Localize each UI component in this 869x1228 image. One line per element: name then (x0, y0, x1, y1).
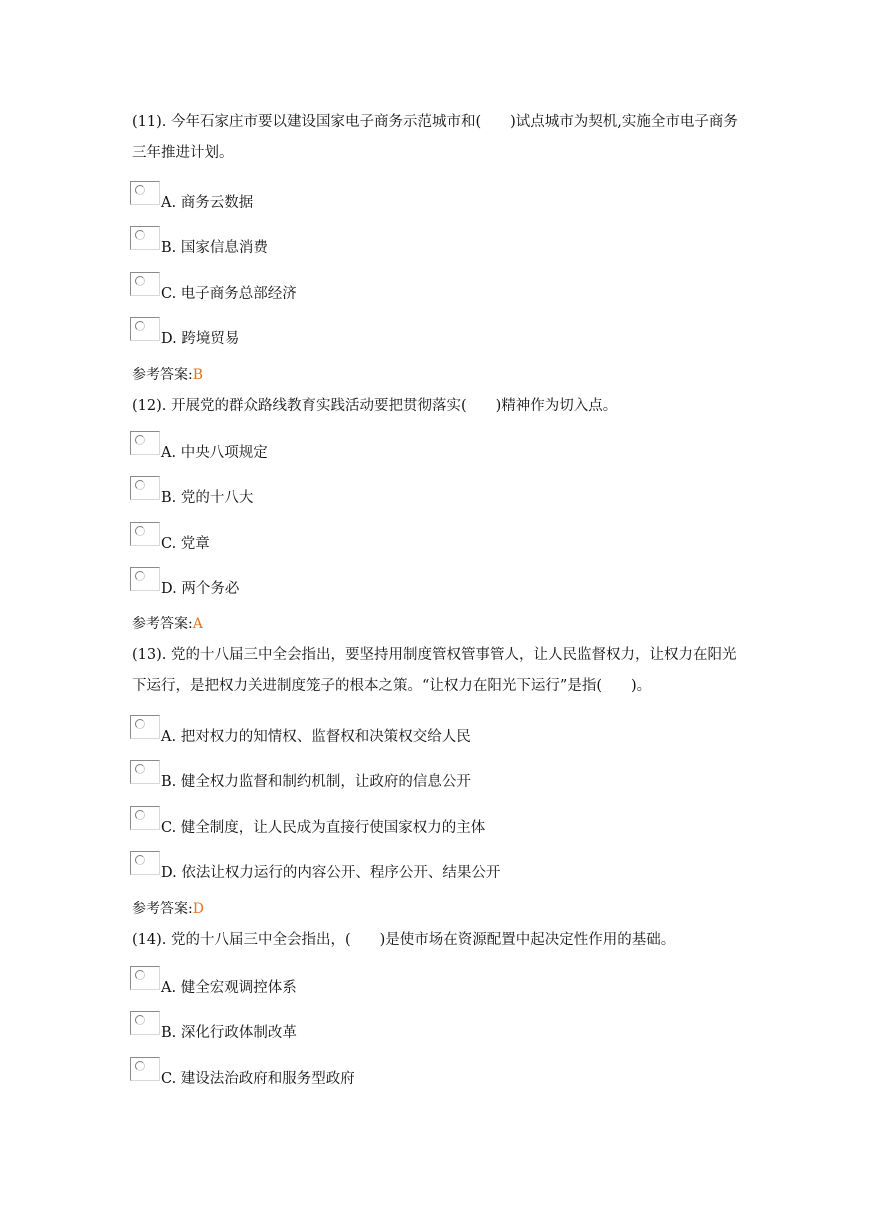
answer-label: 参考答案: (132, 616, 193, 632)
radio-checkbox-icon[interactable] (130, 1057, 160, 1081)
option-label: D. 跨境贸易 (161, 331, 240, 347)
question-11-text: (11). 今年石家庄市要以建设国家电子商务示范城市和( )试点城市为契机,实施全市电子商务三年推进计划。 (132, 114, 738, 161)
option-label: B. 深化行政体制改革 (161, 1025, 297, 1041)
answer-value: B (192, 367, 204, 383)
option-label: B. 健全权力监督和制约机制，让政府的信息公开 (161, 774, 471, 790)
radio-checkbox-icon[interactable] (130, 476, 160, 500)
radio-circle-icon (135, 276, 145, 286)
radio-circle-icon (135, 1061, 145, 1071)
radio-circle-icon (135, 230, 145, 240)
option-label: B. 党的十八大 (161, 490, 254, 506)
option-label: C. 建设法治政府和服务型政府 (161, 1071, 355, 1087)
option-label: C. 党章 (161, 536, 210, 552)
radio-circle-icon (135, 321, 145, 331)
radio-circle-icon (135, 480, 145, 490)
radio-circle-icon (135, 810, 145, 820)
question-13-text: (13). 党的十八届三中全会指出，要坚持用制度管权管事管人，让人民监督权力，让权力在阳光下运行，是把权力关进制度笼子的根本之策。“让权力在阳光下运行”是指( )。 (132, 647, 737, 694)
radio-checkbox-icon[interactable] (130, 522, 160, 546)
radio-circle-icon (135, 855, 145, 865)
radio-checkbox-icon[interactable] (130, 806, 160, 830)
answer-value: D (192, 901, 204, 917)
option-label: C. 电子商务总部经济 (161, 286, 297, 302)
radio-circle-icon (135, 970, 145, 980)
radio-checkbox-icon[interactable] (130, 317, 160, 341)
radio-checkbox-icon[interactable] (130, 715, 160, 739)
radio-checkbox-icon[interactable] (130, 181, 160, 205)
radio-checkbox-icon[interactable] (130, 966, 160, 990)
radio-circle-icon (135, 571, 145, 581)
radio-circle-icon (135, 185, 145, 195)
option-label: A. 健全宏观调控体系 (161, 980, 297, 996)
radio-checkbox-icon[interactable] (130, 760, 160, 784)
question-12-answer (132, 613, 203, 633)
radio-circle-icon (135, 764, 145, 774)
radio-checkbox-icon[interactable] (130, 272, 160, 296)
radio-checkbox-icon[interactable] (130, 567, 160, 591)
radio-circle-icon (135, 1015, 145, 1025)
option-label: A. 把对权力的知情权、监督权和决策权交给人民 (161, 729, 471, 745)
question-12-text: (12). 开展党的群众路线教育实践活动要把贯彻落实( )精神作为切入点。 (132, 398, 618, 414)
answer-value: A (192, 616, 203, 632)
option-label: C. 健全制度，让人民成为直接行使国家权力的主体 (161, 820, 486, 836)
radio-checkbox-icon[interactable] (130, 1011, 160, 1035)
radio-circle-icon (135, 526, 145, 536)
radio-circle-icon (135, 719, 145, 729)
radio-checkbox-icon[interactable] (130, 226, 160, 250)
answer-label: 参考答案: (132, 901, 193, 917)
radio-circle-icon (135, 435, 145, 445)
question-11-answer (132, 364, 203, 384)
option-label: A. 商务云数据 (161, 195, 254, 211)
option-label: D. 两个务必 (161, 581, 240, 597)
answer-label: 参考答案: (132, 367, 193, 383)
radio-checkbox-icon[interactable] (130, 851, 160, 875)
radio-checkbox-icon[interactable] (130, 431, 160, 455)
option-label: B. 国家信息消费 (161, 240, 268, 256)
option-label: D. 依法让权力运行的内容公开、程序公开、结果公开 (161, 865, 501, 881)
question-14-text: (14). 党的十八届三中全会指出，( )是使市场在资源配置中起决定性作用的基础。 (132, 932, 676, 948)
question-13-answer (132, 898, 204, 918)
option-label: A. 中央八项规定 (161, 445, 268, 461)
